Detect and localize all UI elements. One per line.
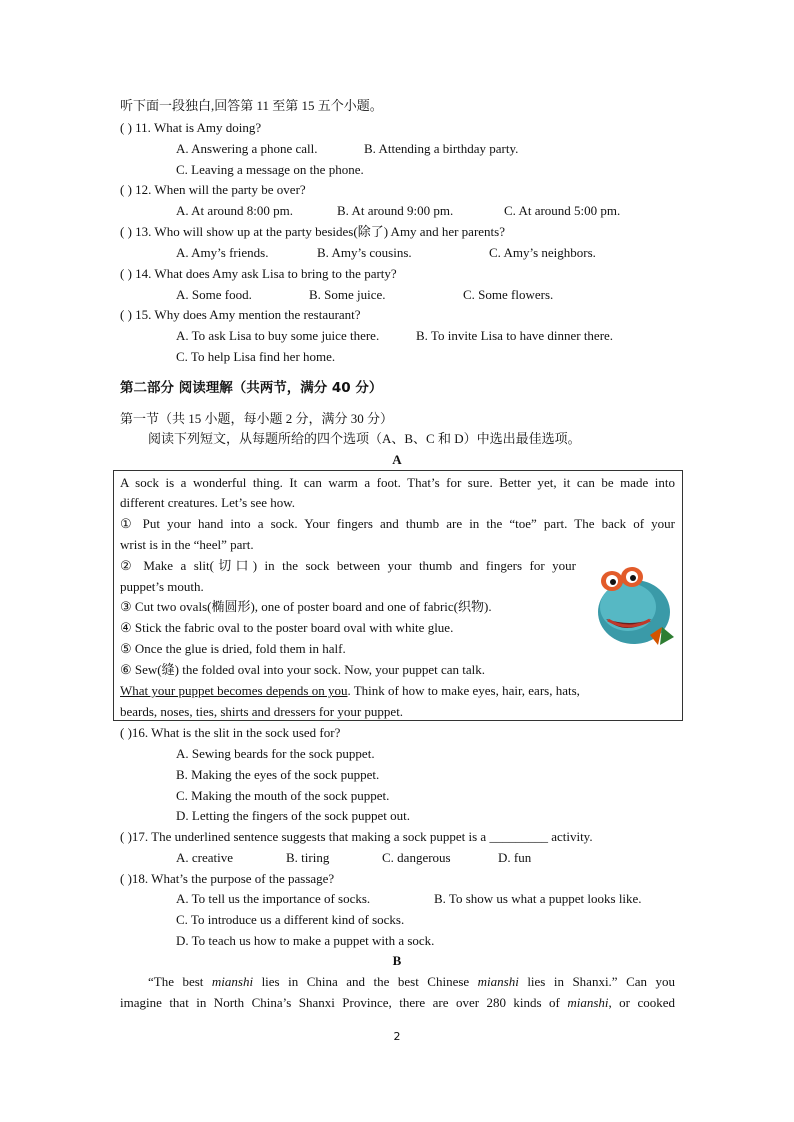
question-16: ( )16. What is the slit in the sock used for? bbox=[120, 725, 341, 740]
passage-a-line-10: ⑥ Sew(缝) the folded oval into your sock. Now, your puppet can talk. bbox=[120, 662, 485, 677]
passage-a-line-2: different creatures. Let’s see how. bbox=[120, 495, 296, 510]
q14-option-c: C. Some flowers. bbox=[463, 287, 554, 302]
q16-option-c: C. Making the mouth of the sock puppet. bbox=[176, 788, 390, 803]
section1-heading: 第一节（共 15 小题，每小题 2 分，满分 30 分） bbox=[120, 411, 394, 426]
q13-option-a: A. Amy’s friends. bbox=[176, 245, 269, 260]
q13-option-b: B. Amy’s cousins. bbox=[317, 245, 412, 260]
underlined-sentence: What your puppet becomes depends on you bbox=[120, 683, 348, 698]
q16-option-a: A. Sewing beards for the sock puppet. bbox=[176, 746, 375, 761]
passage-a-label: A bbox=[392, 452, 402, 467]
q13-option-c: C. Amy’s neighbors. bbox=[489, 245, 596, 260]
passage-a-line-3: ① Put your hand into a sock. Your fingers and thumb are in the “toe” part. The back of your bbox=[120, 516, 675, 531]
question-12: ( ) 12. When will the party be over? bbox=[120, 182, 306, 197]
q17-option-a: A. creative bbox=[176, 850, 234, 865]
q11-option-c: C. Leaving a message on the phone. bbox=[176, 162, 364, 177]
passage-a-line-1: A sock is a wonderful thing. It can warm a foot. That’s for sure. Better yet, it can be made into bbox=[120, 475, 675, 490]
reading-instruction: 阅读下列短文，从每题所给的四个选项（A、B、C 和 D）中选出最佳选项。 bbox=[148, 431, 581, 446]
q15-option-b: B. To invite Lisa to have dinner there. bbox=[416, 328, 614, 343]
passage-a-line-8: ④ Stick the fabric oval to the poster board oval with white glue. bbox=[120, 620, 454, 635]
q16-option-d: D. Letting the fingers of the sock puppet out. bbox=[176, 808, 410, 823]
passage-a-line-11 bbox=[120, 682, 675, 700]
question-18: ( )18. What’s the purpose of the passage? bbox=[120, 871, 335, 886]
question-15: ( ) 15. Why does Amy mention the restaurant? bbox=[120, 307, 361, 322]
passage-b-line-1: “The best mianshi lies in China and the best Chinese mianshi lies in Shanxi.” Can you bbox=[148, 974, 675, 989]
q18-option-a: A. To tell us the importance of socks. bbox=[176, 891, 371, 906]
passage-b-line-2: imagine that in North China’s Shanxi Province, there are over 280 kinds of mianshi, or cooked bbox=[120, 995, 675, 1010]
q14-option-b: B. Some juice. bbox=[309, 287, 386, 302]
question-11: ( ) 11. What is Amy doing? bbox=[120, 120, 262, 135]
part2-heading: 第二部分 阅读理解（共两节，满分 40 分） bbox=[120, 380, 383, 396]
passage-a-line-11-rest: . Think of how to make eyes, hair, ears, hats, bbox=[347, 683, 580, 698]
passage-a-line-5: ② Make a slit(切口) in the sock between your thumb and fingers for your bbox=[120, 558, 576, 573]
q18-option-d: D. To teach us how to make a puppet with a sock. bbox=[176, 933, 435, 948]
q16-option-b: B. Making the eyes of the sock puppet. bbox=[176, 767, 380, 782]
passage-a-line-12: beards, noses, ties, shirts and dressers for your puppet. bbox=[120, 704, 404, 719]
question-17: ( )17. The underlined sentence suggests that making a sock puppet is a _________ activity. bbox=[120, 829, 593, 844]
q12-option-b: B. At around 9:00 pm. bbox=[337, 203, 454, 218]
passage-a-line-4: wrist is in the “heel” part. bbox=[120, 537, 254, 552]
q12-option-a: A. At around 8:00 pm. bbox=[176, 203, 293, 218]
q15-option-a: A. To ask Lisa to buy some juice there. bbox=[176, 328, 380, 343]
passage-a-line-9: ⑤ Once the glue is dried, fold them in half. bbox=[120, 641, 346, 656]
q15-option-c: C. To help Lisa find her home. bbox=[176, 349, 336, 364]
q17-option-c: C. dangerous bbox=[382, 850, 451, 865]
question-14: ( ) 14. What does Amy ask Lisa to bring to the party? bbox=[120, 266, 397, 281]
passage-b-label: B bbox=[392, 953, 402, 968]
q18-option-c: C. To introduce us a different kind of socks. bbox=[176, 912, 405, 927]
q11-option-b: B. Attending a birthday party. bbox=[364, 141, 519, 156]
passage-a-line-6: puppet’s mouth. bbox=[120, 579, 204, 594]
q12-option-c: C. At around 5:00 pm. bbox=[504, 203, 621, 218]
q11-option-a: A. Answering a phone call. bbox=[176, 141, 318, 156]
page-number: 2 bbox=[393, 1030, 401, 1043]
passage-a-line-7: ③ Cut two ovals(椭圆形), one of poster board and one of fabric(织物). bbox=[120, 599, 492, 614]
question-13: ( ) 13. Who will show up at the party besides(除了) Amy and her parents? bbox=[120, 224, 505, 239]
q18-option-b: B. To show us what a puppet looks like. bbox=[434, 891, 642, 906]
q17-option-d: D. fun bbox=[498, 850, 532, 865]
q14-option-a: A. Some food. bbox=[176, 287, 252, 302]
q17-option-b: B. tiring bbox=[286, 850, 330, 865]
sock-puppet-image bbox=[586, 557, 676, 647]
listening-intro: 听下面一段独白,回答第 11 至第 15 五个小题。 bbox=[120, 98, 383, 113]
